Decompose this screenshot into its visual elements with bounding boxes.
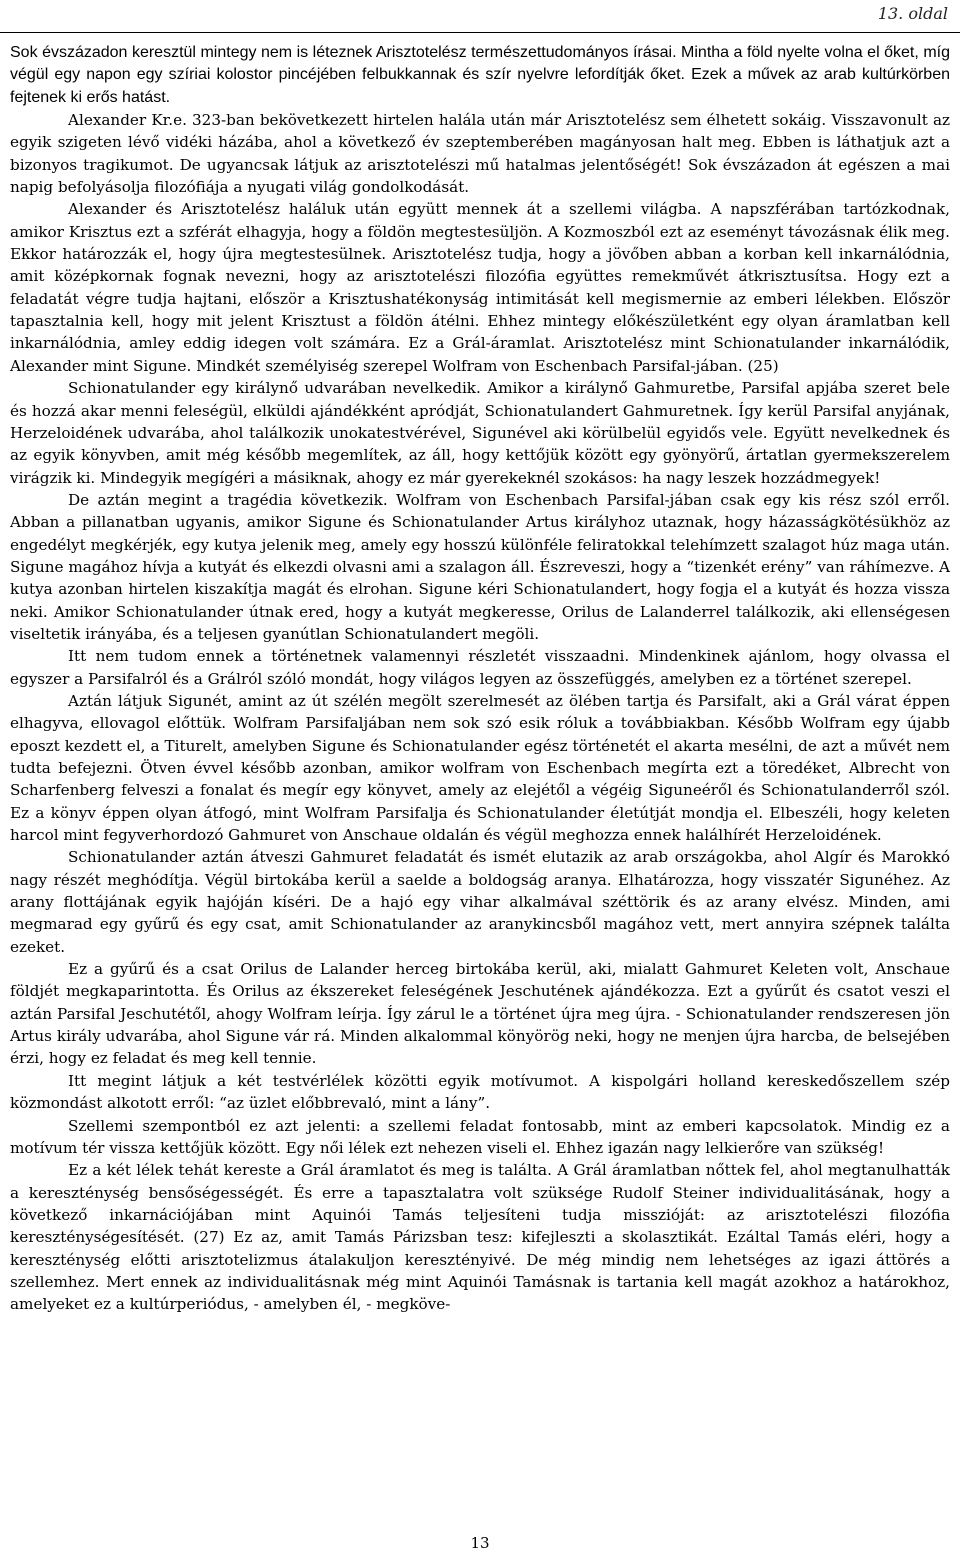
body-text bbox=[10, 42, 950, 1316]
paragraph: Itt nem tudom ennek a történetnek valamennyi részletét visszaadni. Mindenkinek ajánlom, hogy olvassa el egyszer a Parsifalról és a Grálról szóló mondát, hogy világos legyen az összefüggés, amelyben ez a történet szerepel. bbox=[10, 647, 950, 688]
page-header-label: 13. oldal bbox=[877, 4, 948, 23]
paragraph: Ez a gyűrű és a csat Orilus de Lalander herceg birtokába kerül, aki, mialatt Gahmuret Keleten volt, Anschaue földjét megkaparintotta. És Orilus az ékszereket feleségének Jeschutének ajándékozza. Ezt a gyűrűt és csatot veszi el aztán Parsifal Jeschutétől, ahogy Wolfram leírja. Így zárul le a történet újra meg újra. - Schionatulander rendszeresen jön Artus király udvarába, ahol Sigune vár rá. Minden alkalommal könyörög neki, hogy ne menjen újra harcba, de belsejében érzi, hogy ez feladat és meg kell tennie. bbox=[10, 960, 950, 1068]
paragraph: Aztán látjuk Sigunét, amint az út szélén megölt szerelmesét az ölében tartja és Parsifalt, aki a Grál várat éppen elhagyva, ellovagol előttük. Wolfram Parsifaljában nem sok szó esik róluk a továbbiakban. Később Wolfram egy újabb eposzt kezdett el, a Titurelt, amelyben Sigune és Schionatulander egész történetét el akarta mesélni, de azt a művét nem tudta befejezni. Ötven évvel később azonban, amikor wolfram von Eschenbach megírta ezt a töredéket, Albrecht von Scharfenberg felveszi a fonalat és megír egy könyvet, amely az elejétől a végéig Siguneéről és Schionatulanderről szól. Ez a könyv éppen olyan átfogó, mint Wolfram Parsifalja és Schionatulander életútját mondja el. Elbeszéli, hogy keleten harcol mint fegyverhordozó Gahmuret von Anschaue oldalán és végül meghozza ennek halálhírét Herzeloidének. bbox=[10, 691, 950, 845]
paragraph: Szellemi szempontból ez azt jelenti: a szellemi feladat fontosabb, mint az emberi kapcsolatok. Mindig ez a motívum tér vissza kettőjük között. Egy női lélek ezt nehezen viseli el. Ehhez igazán nagy lelkierőre van szükség! bbox=[10, 1116, 950, 1157]
paragraph: Schionatulander egy királynő udvarában nevelkedik. Amikor a királynő Gahmuretbe, Parsifal apjába szeret bele és hozzá akar menni feleségül, elküldi ajándékként apródját, Schionatulandert Gahmuretnek. Így kerül Parsifal anyjának, Herzeloidének udvarába, ahol találkozik unokatestvérével, Sigunével aki körülbelül egyidős vele. Együtt nevelkednek és az egyik könyvben, amit még később megemlítek, az áll, hogy kettőjük között egy gyönyörű, ártatlan gyermekszerelem virágzik ki. Mindegyik megígéri a másiknak, ahogy ez már gyerekeknél szokásos: ha nagy leszek hozzádmegyek! bbox=[10, 379, 950, 487]
paragraph: Schionatulander aztán átveszi Gahmuret feladatát és ismét elutazik az arab országokba, ahol Algír és Marokkó nagy részét meghódítja. Végül birtokába kerül a saelde a boldogság aranya. Elhatározza, hogy visszatér Sigunéhez. Az arany flottájának egyik hajóján kíséri. De a hajó egy vihar alkalmával széttörik és az arany elvész. Minden, ami megmarad egy gyűrű és egy csat, amit Schionatulander az aranykincsből magához vett, mert annyira szépnek találta ezeket. bbox=[10, 848, 950, 956]
paragraph: Ez a két lélek tehát kereste a Grál áramlatot és meg is találta. A Grál áramlatban nőttek fel, ahol megtanulhatták a kereszténység bensőségességét. És erre a tapasztalatra volt szüksége Rudolf Steiner individualitásának, hogy a következő inkarnációjában mint Aquinói Tamás teljesíteni tudja misszióját: az arisztotelészi filozófia kereszténységesítését. (27) Ez az, amit Tamás Párizsban tesz: kifejleszti a skolasztikát. Ezáltal Tamás eléri, hogy a kereszténység előtti arisztotelizmus átalakuljon keresztényivé. De még mindig nem lehetséges az igazi áttörés a szellemhez. Mert ennek az individualitásnak még mint Aquinói Tamásnak is tartania kell magát azokhoz a határokhoz, amelyeket ez a kultúrperiódus, - amelyben él, - megköve- bbox=[10, 1161, 950, 1314]
paragraph: De aztán megint a tragédia következik. Wolfram von Eschenbach Parsifal-jában csak egy kis rész szól erről. Abban a pillanatban ugyanis, amikor Sigune és Schionatulander Artus királyhoz utaznak, hogy házasságkötésükhöz az engedélyt megkérjék, egy kutya jelenik meg, amely egy hosszú különféle feliratokkal telehímzett szalagot húz maga után. Sigune magához hívja a kutyát és elkezdi olvasni ami a szalagon áll. Észreveszi, hogy a “tizenkét erény” van ráhímezve. A kutya azonban hirtelen kiszakítja magát és elrohan. Sigune kéri Schionatulandert, hogy fogja el a kutyát és hozza vissza neki. Amikor Schionatulander útnak ered, hogy a kutyát megkeresse, Orilus de Lalanderrel találkozik, aki ellenségesen viseltetik irányába, és a teljesen gyanútlan Schionatulandert megöli. bbox=[10, 490, 950, 643]
paragraph: Itt megint látjuk a két testvérlélek közötti egyik motívumot. A kispolgári holland kereskedőszellem szép közmondást alkotott erről: “az üzlet előbbrevaló, mint a lány”. bbox=[10, 1071, 950, 1113]
header-divider bbox=[0, 32, 960, 33]
paragraph: Sok évszázadon keresztül mintegy nem is léteznek Arisztotelész természettudományos írásai. Mintha a föld nyelte volna el őket, míg végül egy napon egy szíriai kolostor pincéjében felbukkannak és szír nyelvre lefordítják őket. Ezek a művek az arab kultúrkörben fejtenek ki erős hatást. bbox=[10, 44, 950, 106]
page-number: 13 bbox=[470, 1534, 490, 1552]
paragraph: Alexander és Arisztotelész haláluk után együtt mennek át a szellemi világba. A napszférában tartózkodnak, amikor Krisztus ezt a szférát elhagyja, hogy a földön megtestesüljön. A Kozmoszból ezt az eseményt távozásnak élik meg. Ekkor határozzák el, hogy újra megtestesülnek. Arisztotelész tudja, hogy a jövőben abban a korban kell inkarnálódnia, amit középkornak fognak nevezni, hogy az arisztotelészi filozófia együttes remekművét átkrisztusítsa. Hogy ezt a feladatát végre tudja hajtani, először a Krisztushatékonyság intimitását kell megismernie az emberi lélekben. Először tapasztalnia kell, hogy mit jelent Krisztust a földön átélni. Ehhez mintegy előkészületként egy olyan áramlatban kell inkarnálódnia, amley eddig idegen volt számára. Ez a Grál-áramlat. Arisztotelész mint Schionatulander inkarnálódik, Alexander mint Sigune. Mindkét személyiség szerepel Wolfram von Eschenbach Parsifal-jában. (25) bbox=[10, 200, 950, 375]
paragraph: Alexander Kr.e. 323-ban bekövetkezett hirtelen halála után már Arisztotelész sem élhetett sokáig. Visszavonult az egyik szigeten lévő vidéki házába, ahol a következő év szeptemberében magányosan halt meg. Ebben is láthatjuk azt a bizonyos tragikumot. De ugyancsak látjuk az arisztotelészi mű hatalmas jelentőségét! Sok évszázadon át egészen a mai napig befolyásolja filozófiája a nyugati világ gondolkodását. bbox=[10, 111, 950, 197]
